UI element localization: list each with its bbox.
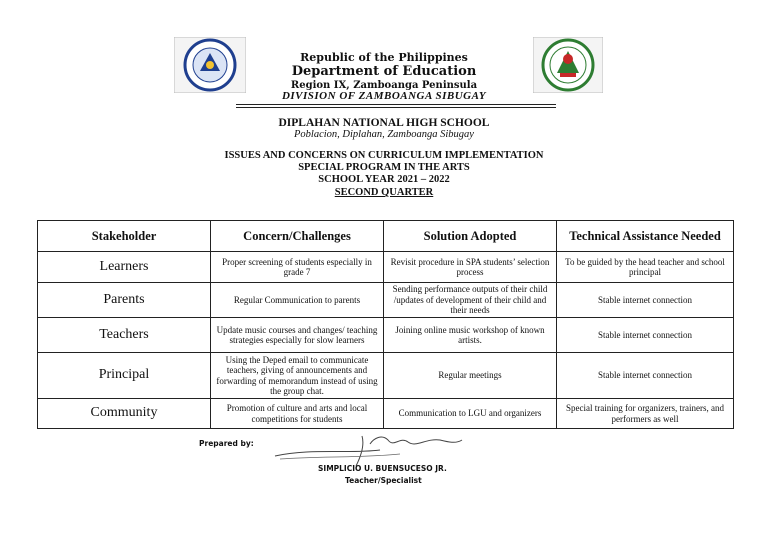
assistance-cell: Stable internet connection bbox=[557, 353, 734, 399]
doc-title-line2: SPECIAL PROGRAM IN THE ARTS bbox=[298, 162, 470, 173]
header-divider-thin bbox=[236, 107, 556, 108]
signature-icon bbox=[270, 426, 470, 466]
stakeholder-cell: Teachers bbox=[38, 318, 211, 353]
table-row bbox=[38, 399, 734, 429]
department-heading: Department of Education bbox=[291, 64, 477, 79]
col-header-concern: Concern/Challenges bbox=[211, 221, 384, 252]
solution-cell: Revisit procedure in SPA students’ selection process bbox=[384, 252, 557, 283]
signatory-role: Teacher/Specialist bbox=[345, 476, 422, 485]
concern-cell: Proper screening of students especially in grade 7 bbox=[211, 252, 384, 283]
solution-cell: Communication to LGU and organizers bbox=[384, 399, 557, 429]
table-row bbox=[38, 353, 734, 399]
republic-heading: Republic of the Philippines bbox=[300, 51, 468, 64]
issues-table bbox=[37, 220, 734, 429]
col-header-solution: Solution Adopted bbox=[384, 221, 557, 252]
concern-cell: Regular Communication to parents bbox=[211, 283, 384, 318]
table-row bbox=[38, 283, 734, 318]
assistance-cell: Stable internet connection bbox=[557, 283, 734, 318]
header-divider bbox=[236, 104, 556, 105]
solution-cell: Sending performance outputs of their child /updates of development of their child and their needs bbox=[384, 283, 557, 318]
solution-cell: Joining online music workshop of known artists. bbox=[384, 318, 557, 353]
doc-title-quarter: SECOND QUARTER bbox=[334, 187, 434, 198]
prepared-by-label: Prepared by: bbox=[199, 439, 254, 448]
col-header-assistance: Technical Assistance Needed bbox=[557, 221, 734, 252]
concern-cell: Update music courses and changes/ teaching strategies especially for slow learners bbox=[211, 318, 384, 353]
division-heading: DIVISION OF ZAMBOANGA SIBUGAY bbox=[281, 90, 487, 102]
concern-cell: Using the Deped email to communicate teachers, giving of announcements and forwarding of memorandum instead of using the group chat. bbox=[211, 353, 384, 399]
concern-cell: Promotion of culture and arts and local competitions for students bbox=[211, 399, 384, 429]
stakeholder-cell: Community bbox=[38, 399, 211, 429]
doc-title-line3: SCHOOL YEAR 2021 – 2022 bbox=[318, 174, 450, 185]
stakeholder-cell: Learners bbox=[38, 252, 211, 283]
stakeholder-cell: Parents bbox=[38, 283, 211, 318]
assistance-cell: To be guided by the head teacher and school principal bbox=[557, 252, 734, 283]
school-name: DIPLAHAN NATIONAL HIGH SCHOOL bbox=[278, 117, 490, 129]
stakeholder-cell: Principal bbox=[38, 353, 211, 399]
table-header-row bbox=[38, 221, 734, 252]
table-row bbox=[38, 252, 734, 283]
region-heading: Region IX, Zamboanga Peninsula bbox=[290, 80, 478, 91]
signatory-name: SIMPLICIO U. BUENSUCESO JR. bbox=[318, 464, 447, 473]
assistance-cell: Stable internet connection bbox=[557, 318, 734, 353]
solution-cell: Regular meetings bbox=[384, 353, 557, 399]
col-header-stakeholder: Stakeholder bbox=[38, 221, 211, 252]
assistance-cell: Special training for organizers, trainers, and performers as well bbox=[557, 399, 734, 429]
school-address: Poblacion, Diplahan, Zamboanga Sibugay bbox=[294, 129, 474, 140]
doc-title-line1: ISSUES AND CONCERNS ON CURRICULUM IMPLEMENTATION bbox=[224, 150, 544, 161]
table-row bbox=[38, 318, 734, 353]
